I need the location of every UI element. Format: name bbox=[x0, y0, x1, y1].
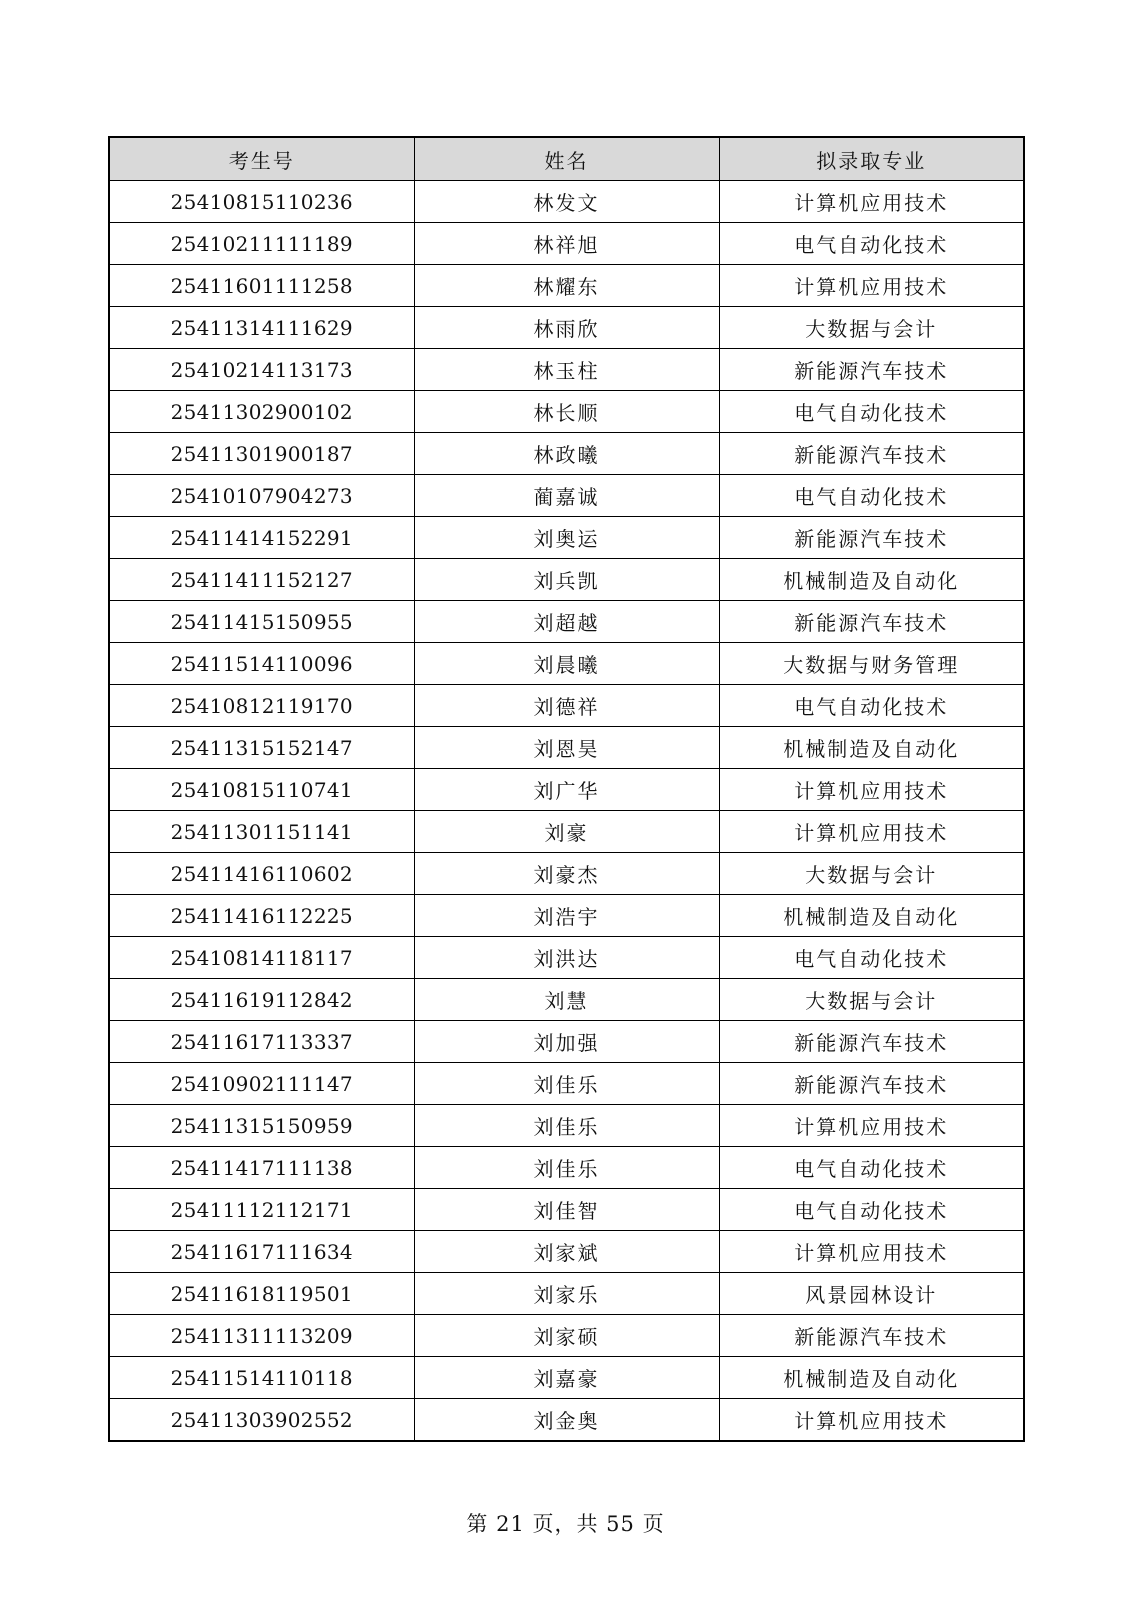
name-cell: 刘嘉豪 bbox=[414, 1357, 719, 1399]
major-cell: 大数据与会计 bbox=[719, 979, 1024, 1021]
major-cell: 电气自动化技术 bbox=[719, 1147, 1024, 1189]
name-cell: 刘佳乐 bbox=[414, 1063, 719, 1105]
candidate-id-cell: 25410815110741 bbox=[109, 769, 414, 811]
candidate-id-cell: 25411514110118 bbox=[109, 1357, 414, 1399]
major-cell: 新能源汽车技术 bbox=[719, 433, 1024, 475]
name-cell: 刘家乐 bbox=[414, 1273, 719, 1315]
name-cell: 刘奥运 bbox=[414, 517, 719, 559]
candidate-id-cell: 25411617111634 bbox=[109, 1231, 414, 1273]
major-cell: 计算机应用技术 bbox=[719, 811, 1024, 853]
table-row bbox=[109, 223, 1024, 265]
major-cell: 计算机应用技术 bbox=[719, 1105, 1024, 1147]
table-row bbox=[109, 1147, 1024, 1189]
major-cell: 电气自动化技术 bbox=[719, 1189, 1024, 1231]
candidate-id-cell: 25410815110236 bbox=[109, 181, 414, 223]
major-cell: 电气自动化技术 bbox=[719, 391, 1024, 433]
candidate-id-cell: 25411302900102 bbox=[109, 391, 414, 433]
candidate-id-cell: 25411301900187 bbox=[109, 433, 414, 475]
name-cell: 刘晨曦 bbox=[414, 643, 719, 685]
table-row bbox=[109, 1357, 1024, 1399]
candidate-id-cell: 25410812119170 bbox=[109, 685, 414, 727]
table-row bbox=[109, 517, 1024, 559]
candidate-id-cell: 25411416110602 bbox=[109, 853, 414, 895]
table-row bbox=[109, 391, 1024, 433]
major-cell: 新能源汽车技术 bbox=[719, 517, 1024, 559]
table-row bbox=[109, 769, 1024, 811]
name-cell: 林长顺 bbox=[414, 391, 719, 433]
candidate-id-cell: 25411416112225 bbox=[109, 895, 414, 937]
major-cell: 机械制造及自动化 bbox=[719, 727, 1024, 769]
name-cell: 刘豪杰 bbox=[414, 853, 719, 895]
candidate-id-cell: 25411601111258 bbox=[109, 265, 414, 307]
admission-table bbox=[108, 136, 1025, 1442]
candidate-id-cell: 25411112112171 bbox=[109, 1189, 414, 1231]
candidate-id-cell: 25411303902552 bbox=[109, 1399, 414, 1442]
table-row bbox=[109, 349, 1024, 391]
table-row bbox=[109, 1273, 1024, 1315]
name-cell: 刘超越 bbox=[414, 601, 719, 643]
table-row bbox=[109, 1063, 1024, 1105]
candidate-id-cell: 25411411152127 bbox=[109, 559, 414, 601]
candidate-id-cell: 25411617113337 bbox=[109, 1021, 414, 1063]
table-row bbox=[109, 307, 1024, 349]
major-cell: 计算机应用技术 bbox=[719, 265, 1024, 307]
name-cell: 刘慧 bbox=[414, 979, 719, 1021]
table-row bbox=[109, 1021, 1024, 1063]
name-cell: 刘浩宇 bbox=[414, 895, 719, 937]
major-cell: 大数据与财务管理 bbox=[719, 643, 1024, 685]
candidate-id-cell: 25411514110096 bbox=[109, 643, 414, 685]
name-cell: 刘佳乐 bbox=[414, 1105, 719, 1147]
header-major: 拟录取专业 bbox=[719, 137, 1024, 181]
name-cell: 刘豪 bbox=[414, 811, 719, 853]
major-cell: 计算机应用技术 bbox=[719, 181, 1024, 223]
table-row bbox=[109, 853, 1024, 895]
table-row bbox=[109, 895, 1024, 937]
header-candidate-id: 考生号 bbox=[109, 137, 414, 181]
major-cell: 机械制造及自动化 bbox=[719, 1357, 1024, 1399]
table-body bbox=[109, 181, 1024, 1442]
major-cell: 新能源汽车技术 bbox=[719, 349, 1024, 391]
table-row bbox=[109, 433, 1024, 475]
name-cell: 刘加强 bbox=[414, 1021, 719, 1063]
major-cell: 电气自动化技术 bbox=[719, 223, 1024, 265]
candidate-id-cell: 25410814118117 bbox=[109, 937, 414, 979]
header-name: 姓名 bbox=[414, 137, 719, 181]
major-cell: 大数据与会计 bbox=[719, 853, 1024, 895]
candidate-id-cell: 25411619112842 bbox=[109, 979, 414, 1021]
name-cell: 刘佳乐 bbox=[414, 1147, 719, 1189]
table-row bbox=[109, 1399, 1024, 1442]
table-row bbox=[109, 643, 1024, 685]
major-cell: 机械制造及自动化 bbox=[719, 559, 1024, 601]
candidate-id-cell: 25411314111629 bbox=[109, 307, 414, 349]
candidate-id-cell: 25411618119501 bbox=[109, 1273, 414, 1315]
page-number-footer: 第 21 页，共 55 页 bbox=[466, 1512, 665, 1536]
candidate-id-cell: 25411311113209 bbox=[109, 1315, 414, 1357]
name-cell: 刘洪达 bbox=[414, 937, 719, 979]
candidate-id-cell: 25411315152147 bbox=[109, 727, 414, 769]
name-cell: 蔺嘉诚 bbox=[414, 475, 719, 517]
table-row bbox=[109, 937, 1024, 979]
major-cell: 电气自动化技术 bbox=[719, 937, 1024, 979]
name-cell: 林耀东 bbox=[414, 265, 719, 307]
table-row bbox=[109, 1315, 1024, 1357]
table-header-row bbox=[109, 137, 1024, 181]
name-cell: 刘家硕 bbox=[414, 1315, 719, 1357]
major-cell: 计算机应用技术 bbox=[719, 1399, 1024, 1442]
name-cell: 林政曦 bbox=[414, 433, 719, 475]
table-row bbox=[109, 1189, 1024, 1231]
name-cell: 刘恩昊 bbox=[414, 727, 719, 769]
candidate-id-cell: 25410902111147 bbox=[109, 1063, 414, 1105]
name-cell: 刘兵凯 bbox=[414, 559, 719, 601]
major-cell: 电气自动化技术 bbox=[719, 475, 1024, 517]
major-cell: 新能源汽车技术 bbox=[719, 1063, 1024, 1105]
name-cell: 林祥旭 bbox=[414, 223, 719, 265]
candidate-id-cell: 25411414152291 bbox=[109, 517, 414, 559]
name-cell: 林玉柱 bbox=[414, 349, 719, 391]
name-cell: 林发文 bbox=[414, 181, 719, 223]
candidate-id-cell: 25410214113173 bbox=[109, 349, 414, 391]
table-row bbox=[109, 979, 1024, 1021]
major-cell: 机械制造及自动化 bbox=[719, 895, 1024, 937]
major-cell: 电气自动化技术 bbox=[719, 685, 1024, 727]
table-row bbox=[109, 601, 1024, 643]
major-cell: 大数据与会计 bbox=[719, 307, 1024, 349]
candidate-id-cell: 25411301151141 bbox=[109, 811, 414, 853]
name-cell: 刘金奥 bbox=[414, 1399, 719, 1442]
table-row bbox=[109, 685, 1024, 727]
candidate-id-cell: 25411415150955 bbox=[109, 601, 414, 643]
major-cell: 新能源汽车技术 bbox=[719, 601, 1024, 643]
candidate-id-cell: 25410107904273 bbox=[109, 475, 414, 517]
table-row bbox=[109, 1105, 1024, 1147]
name-cell: 刘德祥 bbox=[414, 685, 719, 727]
table-row bbox=[109, 265, 1024, 307]
major-cell: 风景园林设计 bbox=[719, 1273, 1024, 1315]
name-cell: 刘家斌 bbox=[414, 1231, 719, 1273]
name-cell: 刘广华 bbox=[414, 769, 719, 811]
major-cell: 新能源汽车技术 bbox=[719, 1021, 1024, 1063]
table-row bbox=[109, 181, 1024, 223]
major-cell: 计算机应用技术 bbox=[719, 1231, 1024, 1273]
major-cell: 新能源汽车技术 bbox=[719, 1315, 1024, 1357]
name-cell: 林雨欣 bbox=[414, 307, 719, 349]
name-cell: 刘佳智 bbox=[414, 1189, 719, 1231]
candidate-id-cell: 25411315150959 bbox=[109, 1105, 414, 1147]
major-cell: 计算机应用技术 bbox=[719, 769, 1024, 811]
table-row bbox=[109, 1231, 1024, 1273]
table-row bbox=[109, 727, 1024, 769]
table-row bbox=[109, 559, 1024, 601]
table-row bbox=[109, 811, 1024, 853]
candidate-id-cell: 25410211111189 bbox=[109, 223, 414, 265]
table-row bbox=[109, 475, 1024, 517]
candidate-id-cell: 25411417111138 bbox=[109, 1147, 414, 1189]
